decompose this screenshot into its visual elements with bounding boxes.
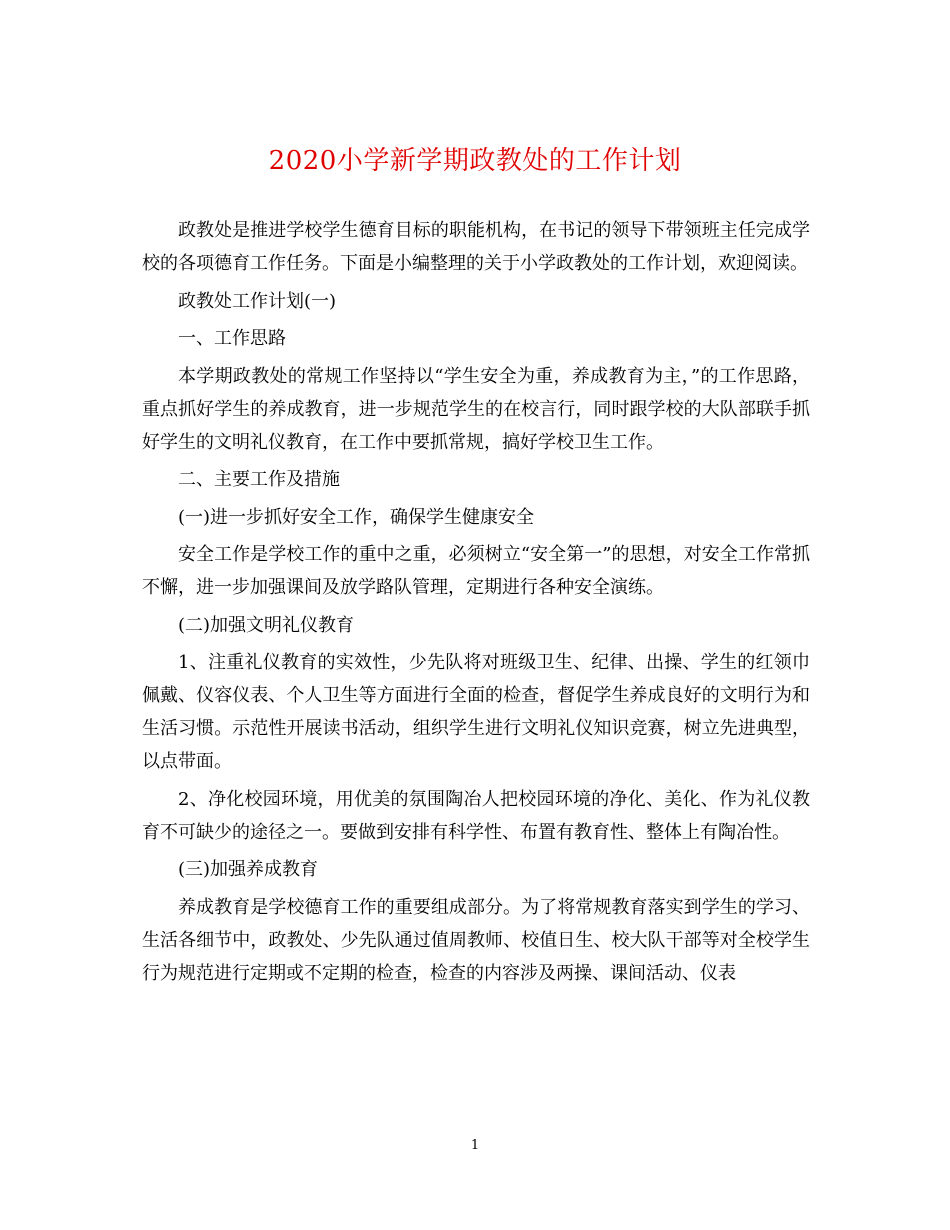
body-paragraph: 安全工作是学校工作的重中之重，必须树立“安全第一”的思想，对安全工作常抓不懈，进一步加强课间及放学路队管理，定期进行各种安全演练。 [142,544,810,598]
intro-paragraph: 政教处是推进学校学生德育目标的职能机构，在书记的领导下带领班主任完成学校的各项德育工作任务。下面是小编整理的关于小学政教处的工作计划，欢迎阅读。 [142,220,810,274]
body-paragraph: 2、净化校园环境，用优美的氛围陶冶人把校园环境的净化、美化、作为礼仪教育不可缺少的途径之一。要做到安排有科学性、布置有教育性、整体上有陶冶性。 [142,788,810,843]
section-heading: (三)加强养成教育 [178,859,319,880]
section-heading: 二、主要工作及措施 [178,469,340,490]
document-body [142,214,810,994]
section-heading: 政教处工作计划(一) [178,290,337,312]
page-number: 1 [470,1138,480,1153]
body-paragraph: 本学期政教处的常规工作坚持以“学生安全为重，养成教育为主，”的工作思路，重点抓好学生的养成教育，进一步规范学生的在校言行，同时跟学校的大队部联手抓好学生的文明礼仪教育，在工作中要抓常规，搞好学校卫生工作。 [142,365,810,453]
section-heading: (二)加强文明礼仪教育 [178,614,355,636]
section-heading: (一)进一步抓好安全工作，确保学生健康安全 [178,506,535,528]
document-title: 2020小学新学期政教处的工作计划 [268,146,682,176]
body-paragraph: 1、注重礼仪教育的实效性，少先队将对班级卫生、纪律、出操、学生的红领巾佩戴、仪容仪表、个人卫生等方面进行全面的检查，督促学生养成良好的文明行为和生活习惯。示范性开展读书活动，组织学生进行文明礼仪知识竞赛，树立先进典型，以点带面。 [142,652,810,772]
body-paragraph: 养成教育是学校德育工作的重要组成部分。为了将常规教育落实到学生的学习、生活各细节中，政教处、少先队通过值周教师、校值日生、校大队干部等对全校学生行为规范进行定期或不定期的检查，检查的内容涉及两操、课间活动、仪表 [142,896,810,984]
section-heading: 一、工作思路 [178,328,286,349]
